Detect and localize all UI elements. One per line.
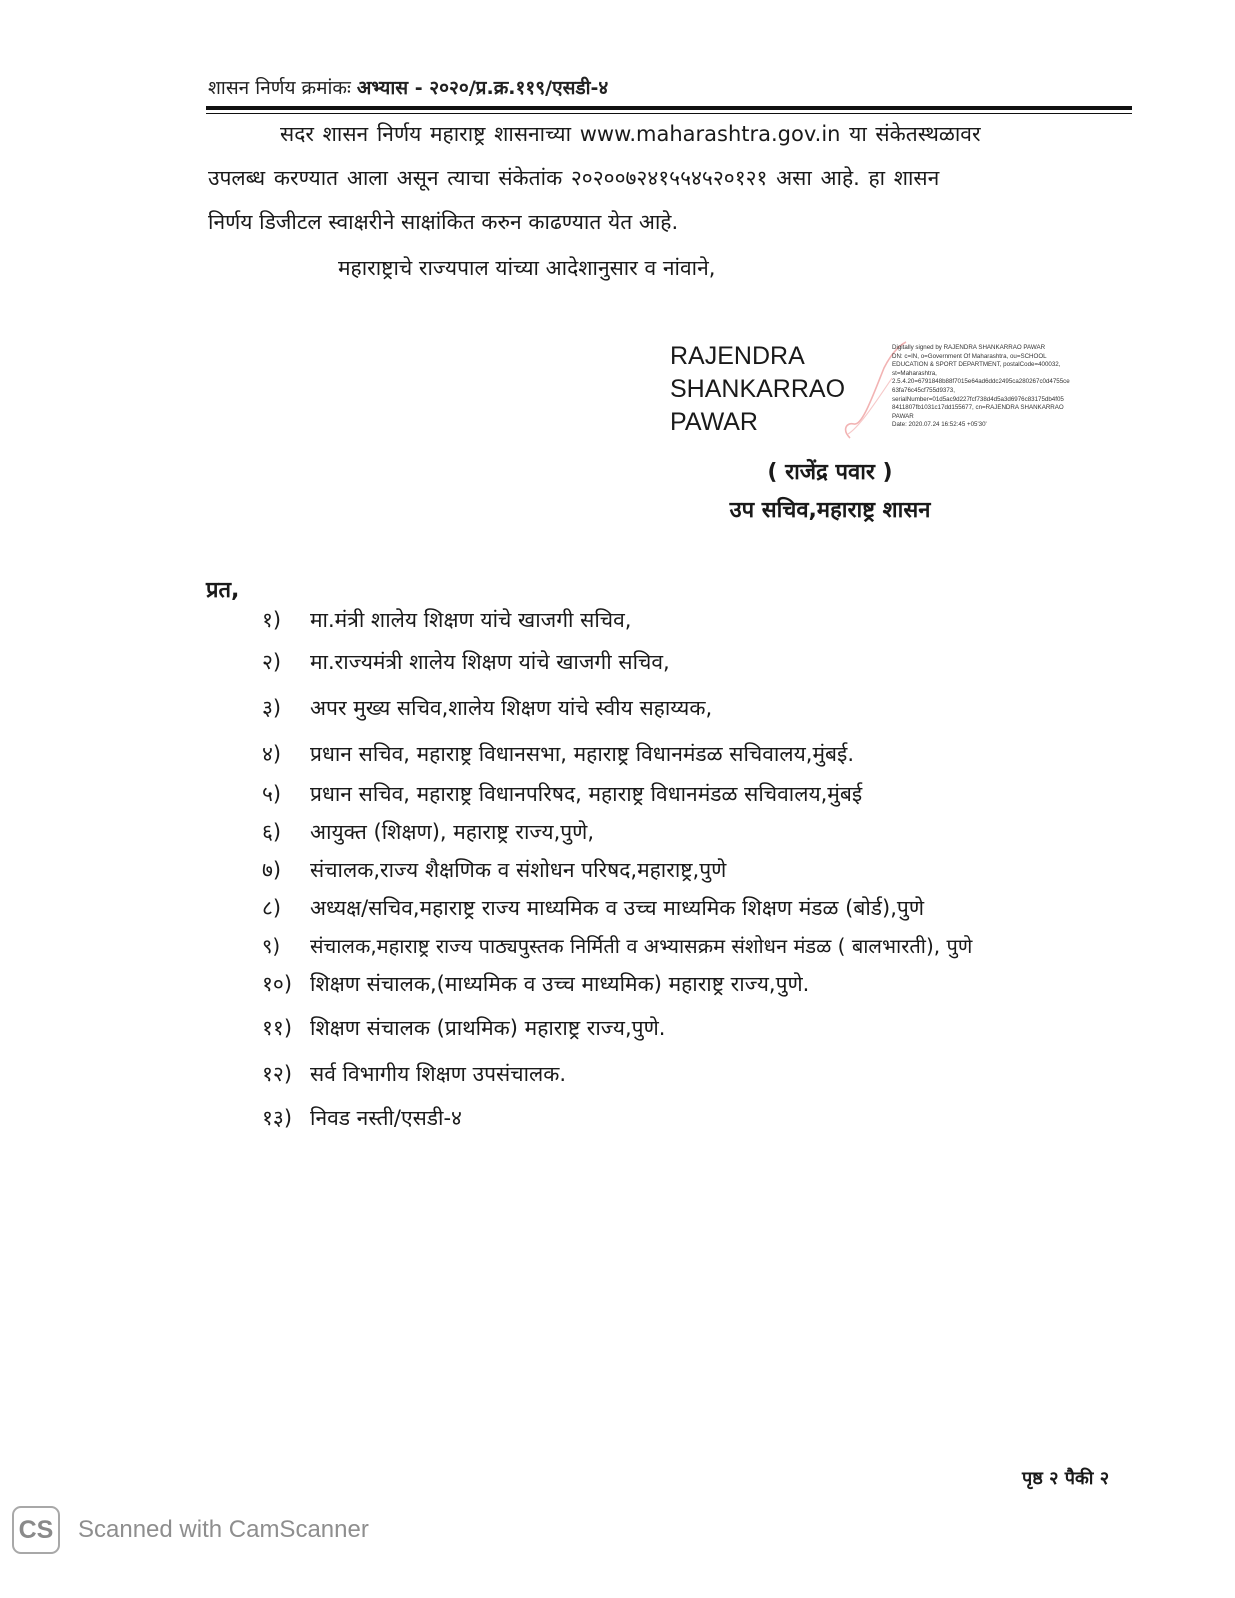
signature-meta-line: Date: 2020.07.24 16:52:45 +05'30' [892,421,987,429]
list-item-text: निवड नस्ती/एसडी-४ [310,1106,462,1130]
list-item-text: शिक्षण संचालक (प्राथमिक) महाराष्ट्र राज्य,पुणे. [310,1016,666,1040]
signature-meta-line: DN: c=IN, o=Government Of Maharashtra, ou=SCHOOL [892,352,1047,360]
signature-meta-line: 2.5.4.20=6791848b88f7015e64ad6ddc2495ca280267c0d4755ce [892,378,1070,386]
list-item-number: २) [262,650,282,674]
signature-meta-line: 8411807fb1031c17dd155677, cn=RAJENDRA SHANKARRAO [892,404,1064,412]
list-item-text: प्रधान सचिव, महाराष्ट्र विधानसभा, महाराष्ट्र विधानमंडळ सचिवालय,मुंबई. [310,742,854,766]
list-item [262,780,862,808]
digital-signature-details [892,344,1117,430]
list-item [262,818,594,846]
list-item-text: आयुक्त (शिक्षण), महाराष्ट्र राज्य,पुणे, [310,820,595,844]
signature-name-line: SHANKARRAO [670,375,846,403]
list-item-text: अध्यक्ष/सचिव,महाराष्ट्र राज्य माध्यमिक व उच्च माध्यमिक शिक्षण मंडळ (बोर्ड),पुणे [310,896,925,920]
list-item [262,694,712,722]
list-item [262,648,670,676]
list-item [262,1104,462,1132]
body-line-1: सदर शासन निर्णय महाराष्ट्र शासनाच्या www.maharashtra.gov.in या संकेतस्थळावर [280,122,981,146]
header-rule-thick [206,106,1132,110]
header-ref-number: अभ्यास - २०२०/प्र.क्र.११९/एसडी-४ [356,77,609,99]
list-item-text: शिक्षण संचालक,(माध्यमिक व उच्च माध्यमिक) महाराष्ट्र राज्य,पुणे. [310,972,810,996]
signature-meta-line: Digitally signed by RAJENDRA SHANKARRAO PAWAR [892,344,1046,351]
list-item-number: १३) [262,1106,293,1130]
list-item-number: ६) [262,820,282,844]
list-item-number: ११) [262,1016,293,1040]
signatory-name: ( राजेंद्र पवार ) [767,460,893,485]
list-item-text: संचालक,महाराष्ट्र राज्य पाठ्यपुस्तक निर्मिती व अभ्यासक्रम संशोधन मंडळ ( बालभारती), पुणे [310,934,973,958]
copy-to-heading: प्रत, [206,578,240,603]
signature-meta-line: 63fa76c45cf755d9373, [892,386,955,394]
list-item-text: संचालक,राज्य शैक्षणिक व संशोधन परिषद,महाराष्ट्र,पुणे [310,858,727,882]
list-item [262,894,924,922]
scanner-watermark-text: Scanned with CamScanner [78,1516,369,1543]
body-line-2: उपलब्ध करण्यात आला असून त्याचा संकेतांक २०२००७२४१५५४५२०१२१ असा आहे. हा शासन [208,166,940,190]
signatory-block [700,454,960,530]
signature-name-line: RAJENDRA [670,342,805,370]
list-item-number: ५) [262,782,282,806]
list-item [262,932,972,959]
signatory-designation: उप सचिव,महाराष्ट्र शासन [729,498,931,523]
camscanner-logo: CS [12,1506,60,1554]
list-item [262,970,809,998]
signature-meta-line: st=Maharashtra, [892,369,937,377]
header-reference [208,74,608,100]
list-item-text: सर्व विभागीय शिक्षण उपसंचालक. [310,1062,567,1086]
list-item [262,1060,566,1088]
digital-signature-name [670,340,845,439]
list-item [262,1014,665,1042]
list-item [262,856,726,884]
header-ref-prefix: शासन निर्णय क्रमांकः [208,77,351,99]
list-item-number: १०) [262,972,293,996]
list-item-number: ९) [262,934,281,958]
page-number: पृष्ठ २ पैकी २ [1022,1468,1110,1489]
list-item-number: ३) [262,696,282,720]
closing-line: महाराष्ट्राचे राज्यपाल यांच्या आदेशानुसार व नांवाने, [338,256,716,280]
list-item-number: ७) [262,858,282,882]
list-item-number: १२) [262,1062,293,1086]
list-item-number: १) [262,608,282,632]
signature-name-line: PAWAR [670,408,758,436]
list-item-number: ४) [262,742,282,766]
signature-meta-line: PAWAR [892,412,914,420]
list-item-text: प्रधान सचिव, महाराष्ट्र विधानपरिषद, महाराष्ट्र विधानमंडळ सचिवालय,मुंबई [310,782,863,806]
list-item-text: अपर मुख्य सचिव,शालेय शिक्षण यांचे स्वीय सहाय्यक, [310,696,713,720]
list-item [262,740,854,768]
list-item-text: मा.राज्यमंत्री शालेय शिक्षण यांचे खाजगी सचिव, [310,650,670,674]
list-item-text: मा.मंत्री शालेय शिक्षण यांचे खाजगी सचिव, [310,608,632,632]
list-item [262,606,631,634]
body-line-3: निर्णय डिजीटल स्वाक्षरीने साक्षांकित करुन काढण्यात येत आहे. [208,210,679,234]
signature-meta-line: serialNumber=01d5ac9d227fcf738d4d5a3d6976c83175db4f05 [892,395,1064,403]
signature-meta-line: EDUCATION & SPORT DEPARTMENT, postalCode=400032, [892,361,1061,369]
list-item-number: ८) [262,896,282,920]
